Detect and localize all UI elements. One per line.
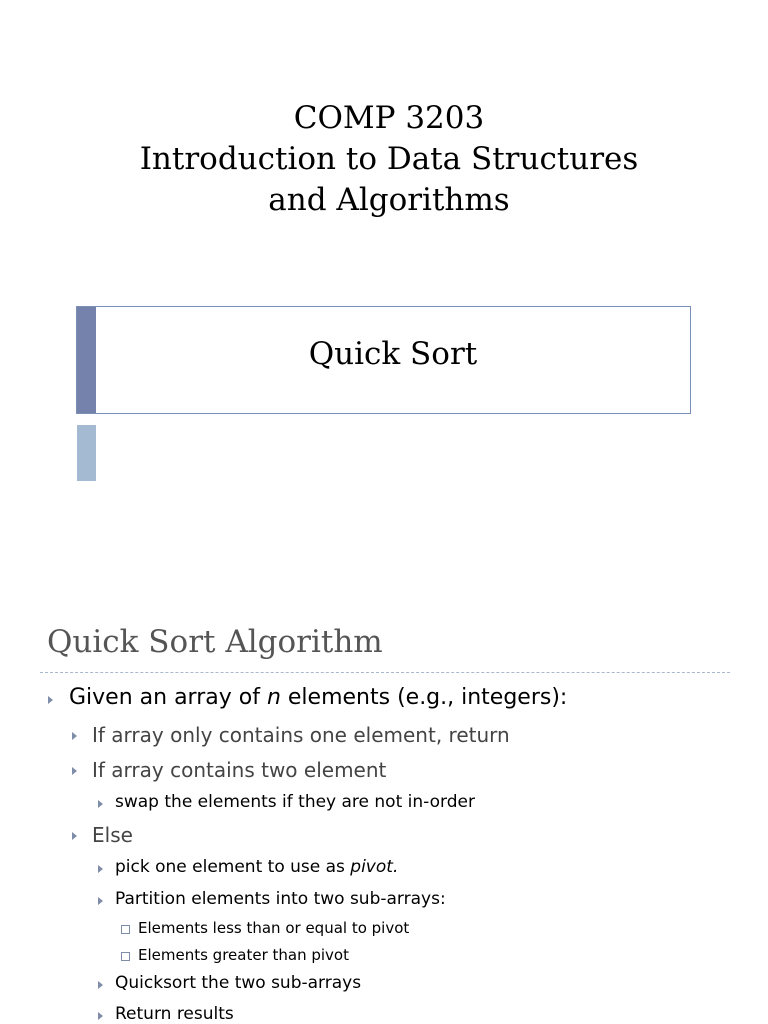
content-slide [0,560,768,1024]
bullet-one-element: If array only contains one element, return [92,723,510,747]
bullet-pick-pivot [115,857,398,877]
course-code: COMP 3203 [293,100,485,136]
triangle-right-icon [98,1012,103,1020]
bullet-emphasis: n [266,685,281,710]
bullet-greater: Elements greater than pivot [138,946,349,964]
bullet-text-part: pick one element to use as [115,857,351,877]
bullet-else: Else [92,823,133,847]
square-outline-icon [121,952,130,961]
bullet-given-array [69,685,567,710]
decorative-accent-block [77,425,96,481]
title-divider [40,672,730,673]
triangle-right-icon [98,897,103,905]
bullet-text-part: elements (e.g., integers): [280,685,568,710]
square-outline-icon [121,925,130,934]
bullet-text-part: Given an array of [69,685,267,710]
topic-title-box [76,306,691,414]
triangle-right-icon [98,981,103,989]
bullet-less-equal: Elements less than or equal to pivot [138,919,410,937]
course-title [0,98,768,221]
bullet-two-elements: If array contains two element [92,758,387,782]
bullet-partition: Partition elements into two sub-arrays: [115,889,446,909]
triangle-right-icon [72,832,77,840]
triangle-right-icon [72,732,77,740]
course-name-line-1: Introduction to Data Structures [139,141,639,177]
bullet-emphasis: pivot. [350,857,399,877]
bullet-return-results: Return results [115,1004,234,1024]
title-accent-bar [77,307,96,413]
bullet-swap: swap the elements if they are not in-order [115,792,475,812]
topic-title: Quick Sort [308,336,478,372]
triangle-right-icon [98,800,103,808]
triangle-right-icon [72,767,77,775]
bullet-quicksort-subarrays: Quicksort the two sub-arrays [115,973,362,993]
course-name-line-2: and Algorithms [268,182,510,218]
triangle-right-icon [48,696,53,704]
slide-title: Quick Sort Algorithm [47,624,383,660]
triangle-right-icon [98,865,103,873]
